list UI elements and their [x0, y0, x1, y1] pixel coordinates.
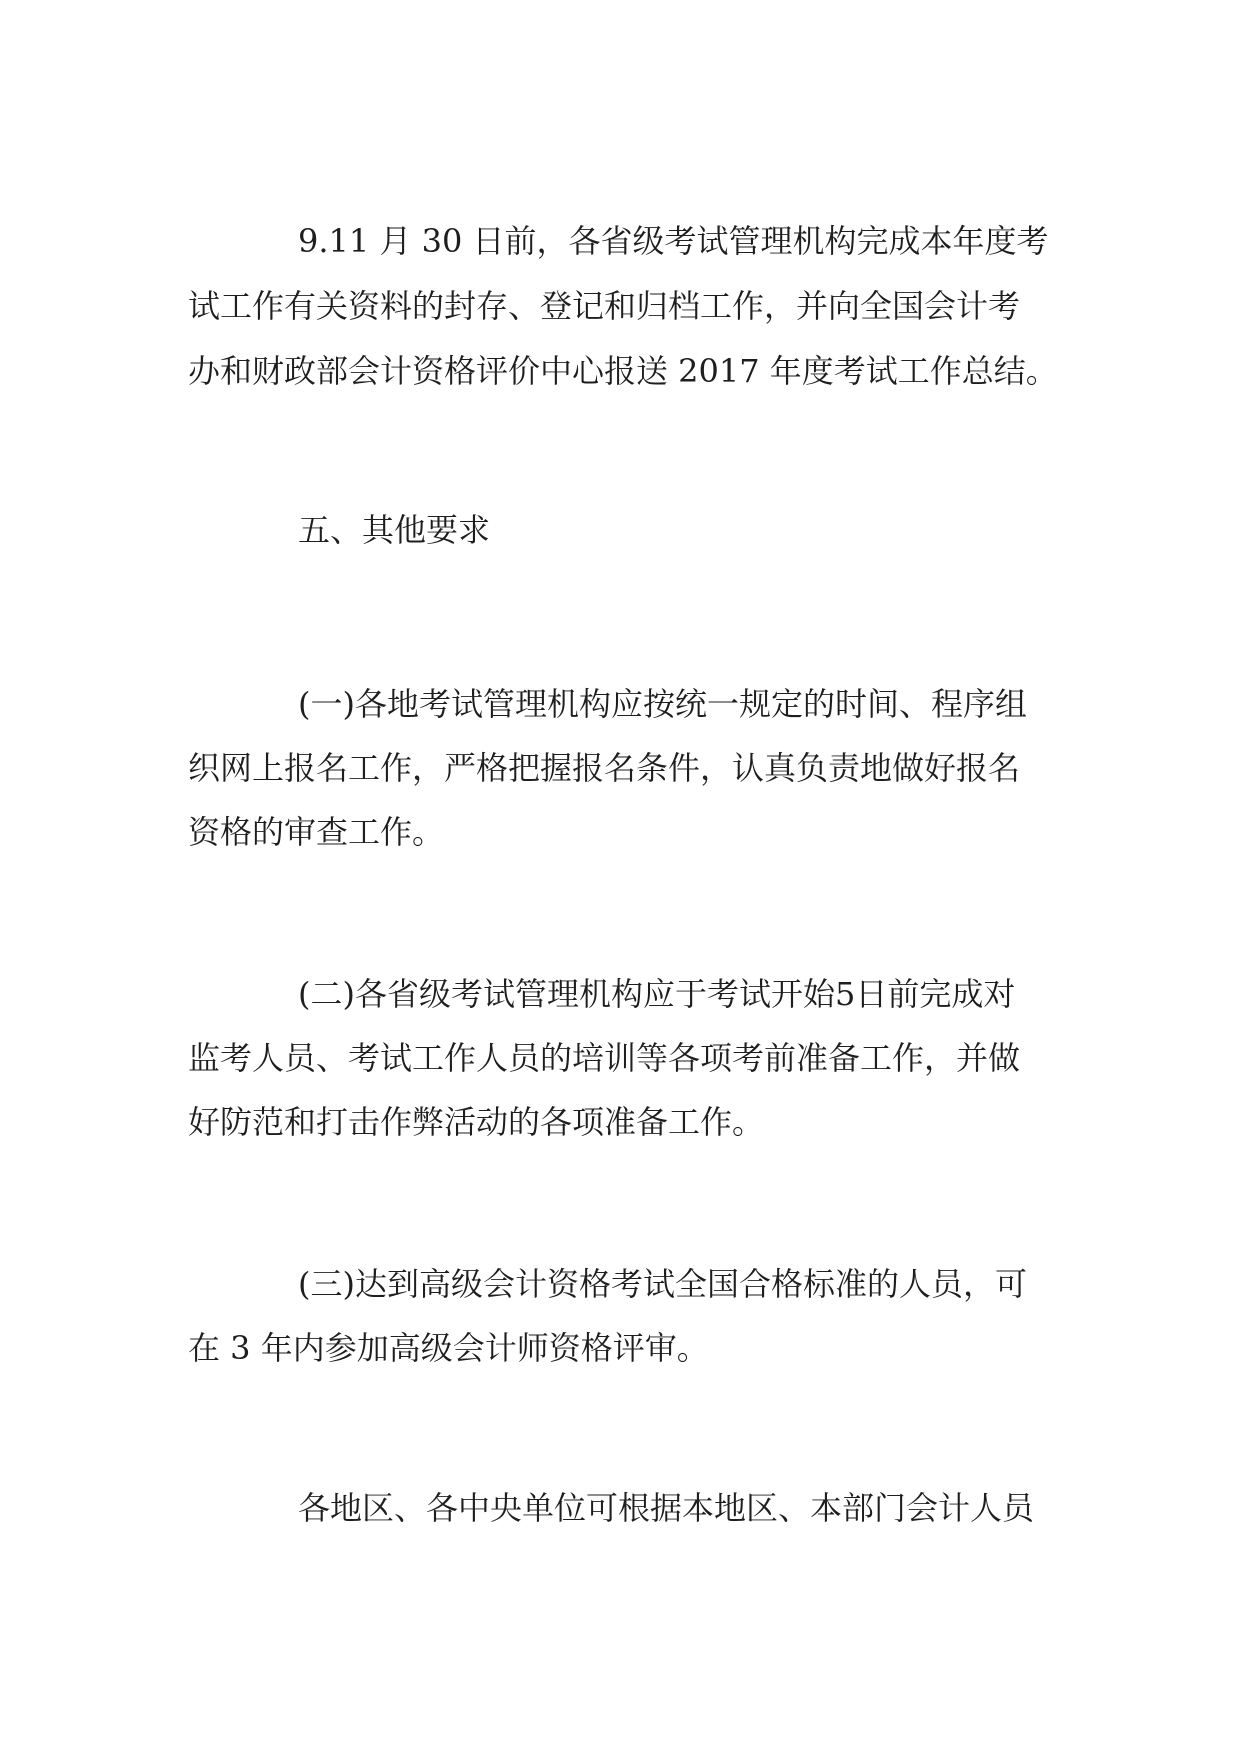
- paragraph-line: 织网上报名工作，严格把握报名条件，认真负责地做好报名: [188, 749, 1021, 787]
- paragraph-line: (三)达到高级会计资格考试全国合格标准的人员，可: [298, 1265, 1027, 1303]
- section-heading: 五、其他要求: [298, 511, 491, 549]
- paragraph-line: 好防范和打击作弊活动的各项准备工作。: [188, 1103, 765, 1141]
- paragraph-line: 监考人员、考试工作人员的培训等各项考前准备工作，并做: [188, 1039, 1021, 1077]
- paragraph-line: 各地区、各中央单位可根据本地区、本部门会计人员: [298, 1489, 1035, 1527]
- paragraph-line: 办和财政部会计资格评价中心报送 2017 年度考试工作总结。: [188, 352, 1058, 390]
- paragraph-line: 9.11 月 30 日前，各省级考试管理机构完成本年度考: [298, 222, 1049, 260]
- paragraph-line: 试工作有关资料的封存、登记和归档工作，并向全国会计考: [188, 287, 1021, 325]
- paragraph-line: (二)各省级考试管理机构应于考试开始5日前完成对: [298, 975, 1016, 1013]
- paragraph-line: 在 3 年内参加高级会计师资格评审。: [188, 1329, 709, 1367]
- paragraph-line: (一)各地考试管理机构应按统一规定的时间、程序组: [298, 685, 1027, 723]
- paragraph-line: 资格的审查工作。: [188, 813, 445, 851]
